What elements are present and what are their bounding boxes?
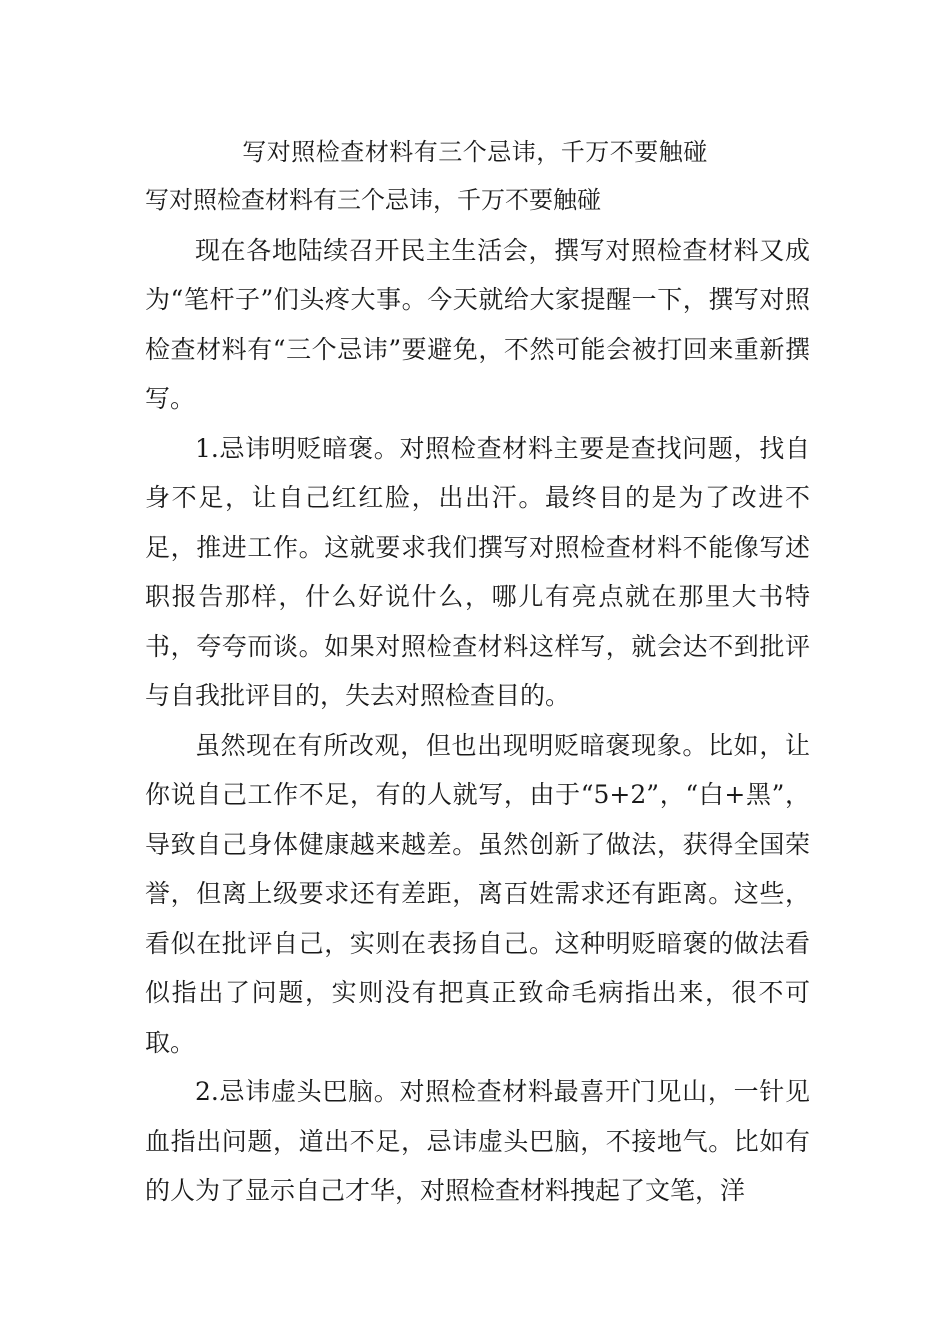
point-1-example-paragraph: 虽然现在有所改观，但也出现明贬暗褒现象。比如，让你说自己工作不足，有的人就写，由于“5+2”，“白+黑”，导致自己身体健康越来越差。虽然创新了做法，获得全国荣誉，但离上级要求还有差距，离百姓需求还有距离。这些，看似在批评自己，实则在表扬自己。这种明贬暗褒的做法看似指出了问题，实则没有把真正致命毛病指出来，很不可取。: [145, 730, 810, 1057]
subtitle-paragraph: 写对照检查材料有三个忌讳，千万不要触碰: [145, 186, 601, 214]
document-body: [145, 176, 810, 1216]
document-title: 写对照检查材料有三个忌讳，千万不要触碰: [242, 138, 708, 166]
intro-paragraph: 现在各地陆续召开民主生活会，撰写对照检查材料又成为“笔杆子”们头疼大事。今天就给大家提醒一下，撰写对照检查材料有“三个忌讳”要避免，不然可能会被打回来重新撰写。: [145, 235, 810, 413]
point-2-paragraph: 2.忌讳虚头巴脑。对照检查材料最喜开门见山，一针见血指出问题，道出不足，忌讳虚头巴脑，不接地气。比如有的人为了显示自己才华，对照检查材料拽起了文笔，洋: [145, 1077, 810, 1205]
point-1-paragraph: 1.忌讳明贬暗褒。对照检查材料主要是查找问题，找自身不足，让自己红红脸，出出汗。最终目的是为了改进不足，推进工作。这就要求我们撰写对照检查材料不能像写述职报告那样，什么好说什么，哪儿有亮点就在那里大书特书，夸夸而谈。如果对照检查材料这样写，就会达不到批评与自我批评目的，失去对照检查目的。: [145, 433, 810, 710]
